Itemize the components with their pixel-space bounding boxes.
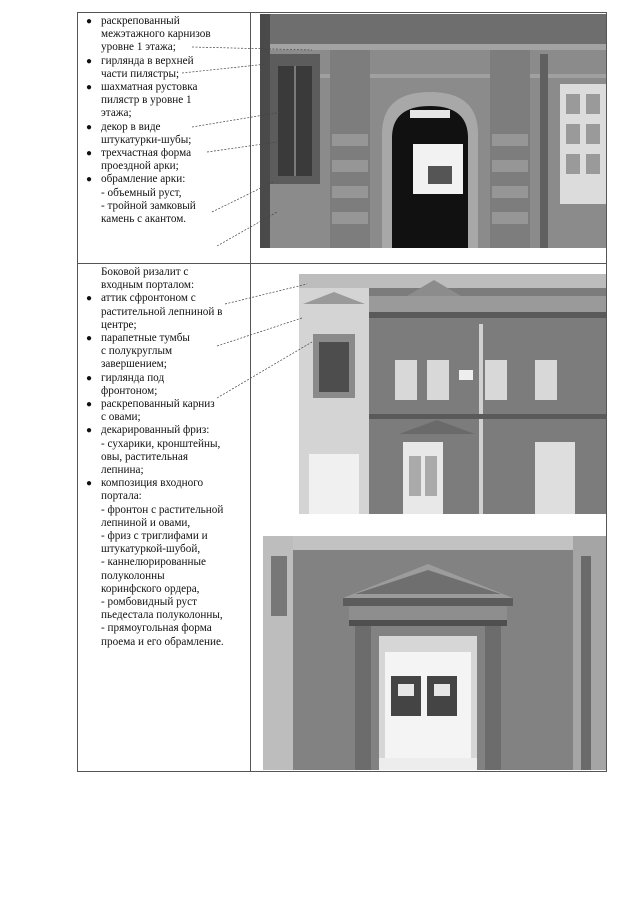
bullet-icon: ● [85, 174, 93, 186]
photo-side-risalit [299, 274, 606, 514]
list-item: ● декор в виде штукатурки-шубы; [85, 120, 192, 146]
list-item: ● композиция входного портала: - фронтон с растительной лепниной и овами, - фриз с триглифами и штукатуркой-шубой, - каннелюрированные полуколонны коринфского ордера, - ромбовидный руст пьедестала полуколонны, - прямоугольная форма проема и его обрамление. [85, 477, 224, 648]
arch-facade-illustration [260, 14, 606, 248]
list-item: ● аттик сфронтоном с растительной лепниной в центре; [85, 292, 223, 331]
photo-entrance-portal [263, 536, 606, 770]
table-border-right [606, 12, 607, 772]
bullet-icon: ● [85, 478, 93, 490]
bullet-icon: ● [85, 333, 93, 345]
table-border-bottom [77, 771, 607, 772]
bullet-icon: ● [85, 293, 93, 305]
bullet-icon: ● [85, 16, 93, 27]
row2-text [81, 266, 253, 649]
bullet-icon: ● [85, 399, 93, 411]
table-row-divider [77, 263, 607, 264]
document-table [77, 12, 607, 772]
list-item: ● гирлянда в верхней части пилястры; [85, 54, 194, 80]
list-item: ● раскрепованный карниз с овами; [85, 398, 215, 424]
list-item: ● парапетные тумбы с полукруглым завершением; [85, 332, 190, 371]
bullet-icon: ● [85, 372, 93, 384]
bullet-icon: ● [85, 425, 93, 437]
bullet-icon: ● [85, 82, 93, 94]
table-border-left [77, 12, 78, 772]
side-risalit-illustration [299, 274, 606, 514]
list-item: ● шахматная рустовка пилястр в уровне 1 этажа; [85, 81, 198, 120]
list-item: ● декарированный фриз: - сухарики, кронштейны, овы, растительная лепнина; [85, 424, 221, 477]
list-item: ● обрамление арки: - объемный руст, - тройной замковый камень с акантом. [85, 173, 196, 226]
table-border-top [77, 12, 607, 13]
list-item: ● трехчастная форма проездной арки; [85, 147, 192, 173]
bullet-icon: ● [85, 55, 93, 67]
bullet-icon: ● [85, 148, 93, 160]
list-item: ● гирлянда под фронтоном; [85, 371, 165, 397]
row1-text [81, 15, 253, 226]
entrance-portal-illustration [263, 536, 606, 770]
list-item: ● раскрепованный межэтажного карнизов уровне 1 этажа; [85, 15, 211, 54]
bullet-icon: ● [85, 121, 93, 133]
photo-arch-facade [260, 14, 606, 248]
section-heading: Боковой ризалит с входным порталом: [101, 266, 195, 292]
